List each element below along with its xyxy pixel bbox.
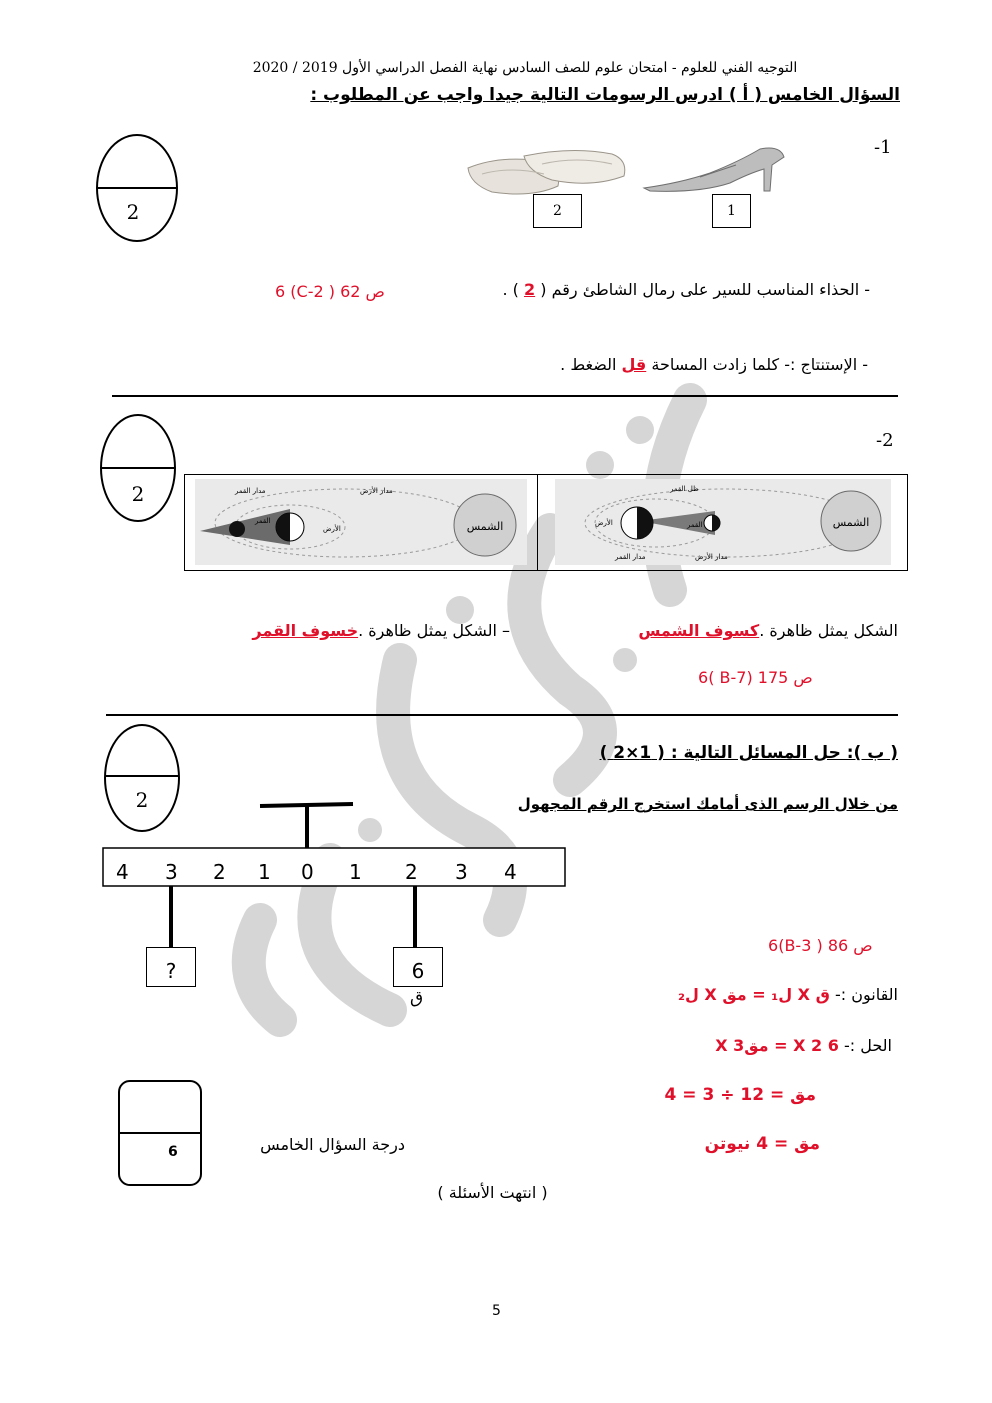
earth-orbit-label-right: مدار الأرض [695,553,728,561]
item2-reference: ص 175 (7-B )6 [698,668,813,687]
shoe-label-1: 1 [712,194,751,228]
total-grade-box [118,1080,202,1186]
item2-grade-oval [100,414,176,522]
earth-label-left: الأرض [323,525,341,533]
scale-number: 3 [455,860,468,884]
answer-value: 2 [524,280,536,299]
section-b-subtitle: من خلال الرسم الذى أمامك استخرج الرقم المجهول [517,795,898,813]
section-b-reference: ص 86 ( 3-B)6 [768,936,873,955]
item1-conclusion [470,355,868,374]
moon-label-right: القمر [687,521,703,529]
section-a-title: السؤال الخامس ( أ ) ادرس الرسومات التالية جيدا واجب عن المطلوب : [310,85,900,105]
exam-header: التوجيه الفني للعلوم - امتحان علوم للصف السادس نهاية الفصل الدراسي الأول 2019 / 2020 [252,60,798,76]
conclusion-value: قل [621,355,647,374]
scale-number: 1 [258,860,271,884]
answer2-prefix: – الشكل يمثل ظاهرة . [358,621,510,640]
law-formula: ق X ل₁ = مق X ل₂ [677,985,830,1004]
divider-1 [112,395,898,397]
divider-2 [106,714,898,716]
end-of-questions: ( انتهت الأسئلة ) [437,1183,548,1202]
page-number: 5 [492,1303,501,1319]
section-b-grade: 2 [135,788,149,812]
calculation-line: مق = 12 ÷ 3 = 4 [664,1085,816,1105]
solution-prefix: الحل :- [843,1036,892,1055]
solution-line [600,1036,892,1055]
section-b-title: ( ب ): حل المسائل التالية : ( 1×2 ) [599,743,898,763]
law-line [600,985,898,1004]
item2-number: -2 [876,430,894,451]
item1-number: -1 [874,137,892,158]
lunar-eclipse-diagram [195,479,527,565]
moon-label-left: القمر [255,517,271,525]
eclipse-diagrams [184,474,908,571]
answer-suffix: ) . [502,280,519,299]
total-grade-label: درجة السؤال الخامس [260,1135,405,1154]
item1-answer [450,280,870,299]
scale-number: 4 [116,860,129,884]
scale-number: 1 [349,860,362,884]
final-answer: مق = 4 نيوتن [704,1134,820,1154]
lever-scale [104,860,564,884]
item2-answer-2 [250,621,510,640]
earth-orbit-label-left: مدار الأرض [360,487,393,495]
answer-prefix: - الحذاء المناسب للسير على رمال الشاطئ رقم ( [540,280,870,299]
high-heel-image [640,143,790,195]
total-grade: 6 [168,1144,178,1160]
conclusion-suffix: الضغط . [560,355,617,374]
known-weight-box: 6 [393,947,443,987]
solar-eclipse-diagram [555,479,891,565]
moon-shadow-label: ظل القمر [670,485,699,493]
sun-label-right: الشمس [832,516,870,529]
item2-grade: 2 [131,482,145,506]
conclusion-prefix: - الإستنتاج :- كلما زادت المساحة [651,355,868,374]
scale-number: 2 [213,860,226,884]
earth-label-right: الأرض [595,519,613,527]
item1-grade-oval [96,134,178,242]
item1-reference: ص 62 ( C-2) 6 [275,282,385,301]
scale-number: 2 [405,860,418,884]
scale-number: 3 [165,860,178,884]
moon-orbit-label-left: مدار القمر [235,487,266,495]
unknown-weight-box: ? [146,947,196,987]
known-force-label: ق [410,988,424,1008]
item1-grade: 2 [126,200,140,224]
sun-label-left: الشمس [466,520,504,533]
moon-orbit-label-right: مدار القمر [615,553,646,561]
scale-number: 0 [301,860,314,884]
answer1-value: كسوف الشمس [638,621,760,640]
answer1-prefix: الشكل يمثل ظاهرة . [759,621,898,640]
solution-equation: 6 X 2 = مقX 3 [715,1036,839,1055]
shoe-label-2: 2 [533,194,582,228]
item2-answer-1 [540,621,898,640]
law-prefix: القانون :- [834,985,898,1004]
scale-number: 4 [504,860,517,884]
answer2-value: خسوف القمر [252,621,359,640]
